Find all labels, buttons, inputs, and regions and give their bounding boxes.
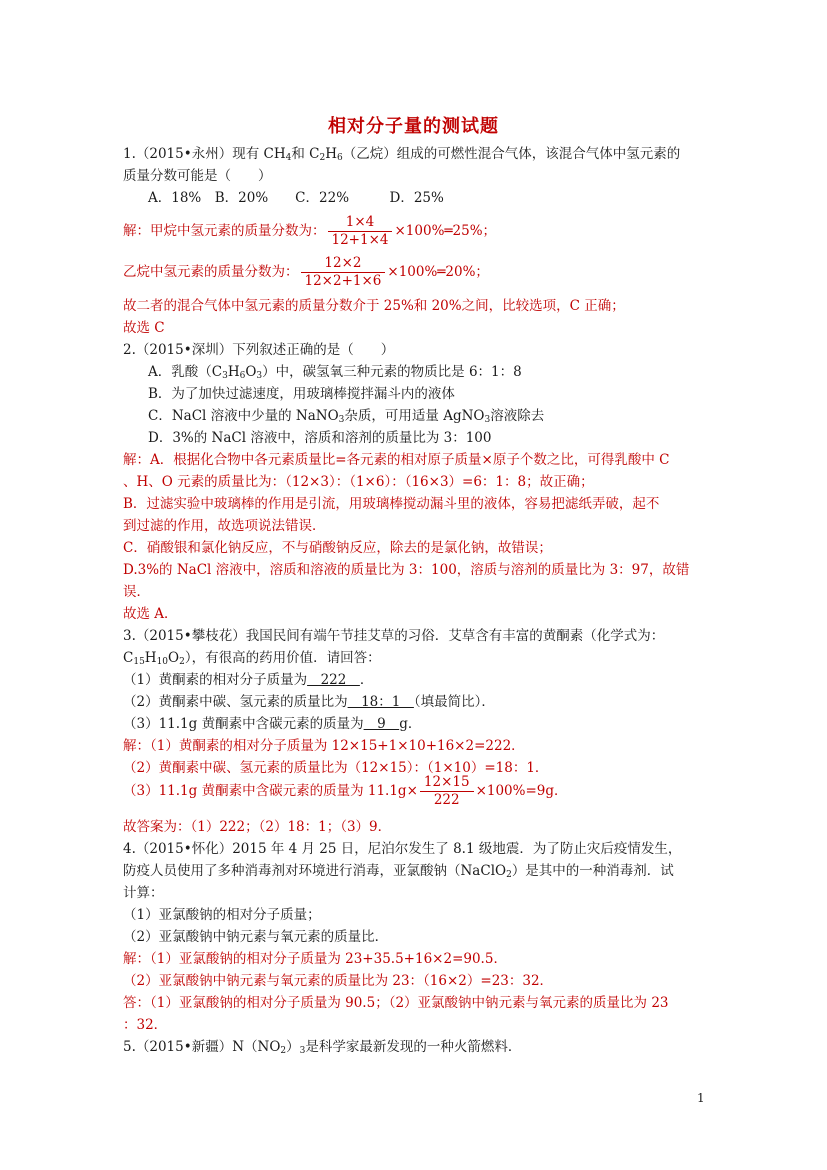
q3-solution-1: 解：（1）黄酮素的相对分子质量为 12×15+1×10+16×2=222．	[123, 738, 525, 754]
q3-stem-line1: 3.（2015•攀枝花）我国民间有端午节挂艾草的习俗．艾草含有丰富的黄酮素（化学式为：	[123, 628, 665, 644]
q4-stem-line2: 防疫人员使用了多种消毒剂对环境进行消毒，亚氯酸钠（NaClO$_2$）是其中的一种消毒剂．试	[123, 863, 674, 880]
fraction: $\frac{12\times 2}{12\times 2+1\times 6}$	[301, 255, 386, 290]
q4-stem-line3: 计算：	[123, 885, 164, 901]
q4-stem-line1: 4.（2015•怀化）2015 年 4 月 25 日，尼泊尔发生了 8.1 级地震．为了防止灾后疫情发生，	[123, 841, 682, 857]
q2-solution-8: 故选 A．	[123, 606, 178, 622]
page-title: 相对分子量的测试题	[328, 116, 499, 137]
q3-solution-2: （2）黄酮素中碳、氢元素的质量比为（12×15）：（1×10）=18：1．	[123, 760, 549, 776]
q2-solution-5: C．硝酸银和氯化钠反应，不与硝酸钠反应，除去的是氯化钠，故错误；	[123, 540, 552, 556]
q2-solution-4: 到过滤的作用，故选项说法错误．	[123, 518, 326, 534]
page-number: 1	[697, 1091, 705, 1105]
answer-blank: 222	[307, 672, 360, 688]
q4-part-1: （1）亚氯酸钠的相对分子质量；	[123, 907, 321, 923]
fraction: $\frac{12\times 15}{222}$	[420, 774, 474, 809]
q2-solution-7: 误．	[123, 584, 150, 600]
q2-solution-3: B．过滤实验中玻璃棒的作用是引流，用玻璃棒搅动漏斗里的液体，容易把滤纸弄破，起不	[123, 496, 660, 512]
q1-solution-1: 解：甲烷中氢元素的质量分数为： $\frac{1\times 4}{12+1\times 4}$ ×100%═25%；	[123, 214, 497, 248]
q3-part-3: （3）11.1g 黄酮素中含碳元素的质量为 9 g．	[123, 716, 422, 732]
answer-blank: 9	[363, 716, 400, 732]
q3-stem-line2: $C_{15}H_{10}O_2$），有很高的药用价值．请回答：	[123, 650, 381, 667]
q3-answer: 故答案为：（1）222；（2）18：1；（3）9．	[123, 819, 392, 835]
q1-stem-line2: 质量分数可能是（ ）	[123, 168, 272, 184]
q2-option-d: D．3%的 NaCl 溶液中，溶质和溶剂的质量比为 3：100	[148, 430, 492, 446]
q2-option-c: C．NaCl 溶液中少量的 NaNO$_3$杂质，可用适量 AgNO$_3$溶液除去	[148, 408, 545, 425]
q3-part-1: （1）黄酮素的相对分子质量为 222 ．	[123, 672, 374, 688]
q4-solution-2: （2）亚氯酸钠中钠元素与氧元素的质量比为 23：（16×2）=23：32．	[123, 973, 554, 989]
q2-option-b: B．为了加快过滤速度，用玻璃棒搅拌漏斗内的液体	[148, 386, 455, 402]
q1-solution-4: 故选 C	[123, 320, 165, 336]
q4-answer-1: 答：（1）亚氯酸钠的相对分子质量为 90.5；（2）亚氯酸钠中钠元素与氧元素的质量比为 23	[123, 995, 669, 1011]
q1-solution-3: 故二者的混合气体中氢元素的质量分数介于 25%和 20%之间，比较选项，C 正确；	[123, 298, 625, 314]
q4-answer-2: ：32．	[123, 1017, 168, 1033]
q4-solution-1: 解：（1）亚氯酸钠的相对分子质量为 23+35.5+16×2=90.5．	[123, 951, 507, 967]
fraction: $\frac{1\times 4}{12+1\times 4}$	[328, 214, 393, 249]
q5-stem: 5.（2015•新疆）$N(NO_2)_3$是科学家最新发现的一种火箭燃料．	[123, 1039, 522, 1056]
q2-option-a: A．乳酸$(C_3H_6O_3)$中，碳氢氧三种元素的物质比是 6：1：8	[148, 364, 522, 381]
q3-solution-3: （3）11.1g 黄酮素中含碳元素的质量为 11.1g× $\frac{12\times 15}{222}$ ×100%=9g．	[123, 774, 568, 808]
answer-blank: 18：1	[347, 694, 414, 710]
q1-options: A．18% B．20% C．22% D．25%	[148, 190, 444, 206]
q2-stem: 2.（2015•深圳）下列叙述正确的是（ ）	[123, 342, 395, 358]
q3-part-2: （2）黄酮素中碳、氢元素的质量比为 18：1 （填最简比）．	[123, 694, 495, 710]
q4-part-2: （2）亚氯酸钠中钠元素与氧元素的质量比．	[123, 929, 389, 945]
q2-solution-1: 解：A．根据化合物中各元素质量比=各元素的相对原子质量×原子个数之比，可得乳酸中 C	[123, 452, 670, 468]
q1-solution-2: 乙烷中氢元素的质量分数为： $\frac{12\times 2}{12\times 2+1\times 6}$ ×100%═20%；	[123, 255, 489, 289]
q2-solution-2: 、H、O 元素的质量比为：（12×3）：（1×6）：（16×3）=6：1：8；故正确；	[123, 474, 594, 490]
q2-solution-6: D.3%的 NaCl 溶液中，溶质和溶液的质量比为 3：100，溶质与溶剂的质量比为 3：97，故错	[123, 562, 690, 578]
q1-stem-line1: 1.（2015•永州）现有 $CH_4$和 $C_2H_6$（乙烷）组成的可燃性混合气体，该混合气体中氢元素的	[123, 146, 681, 163]
